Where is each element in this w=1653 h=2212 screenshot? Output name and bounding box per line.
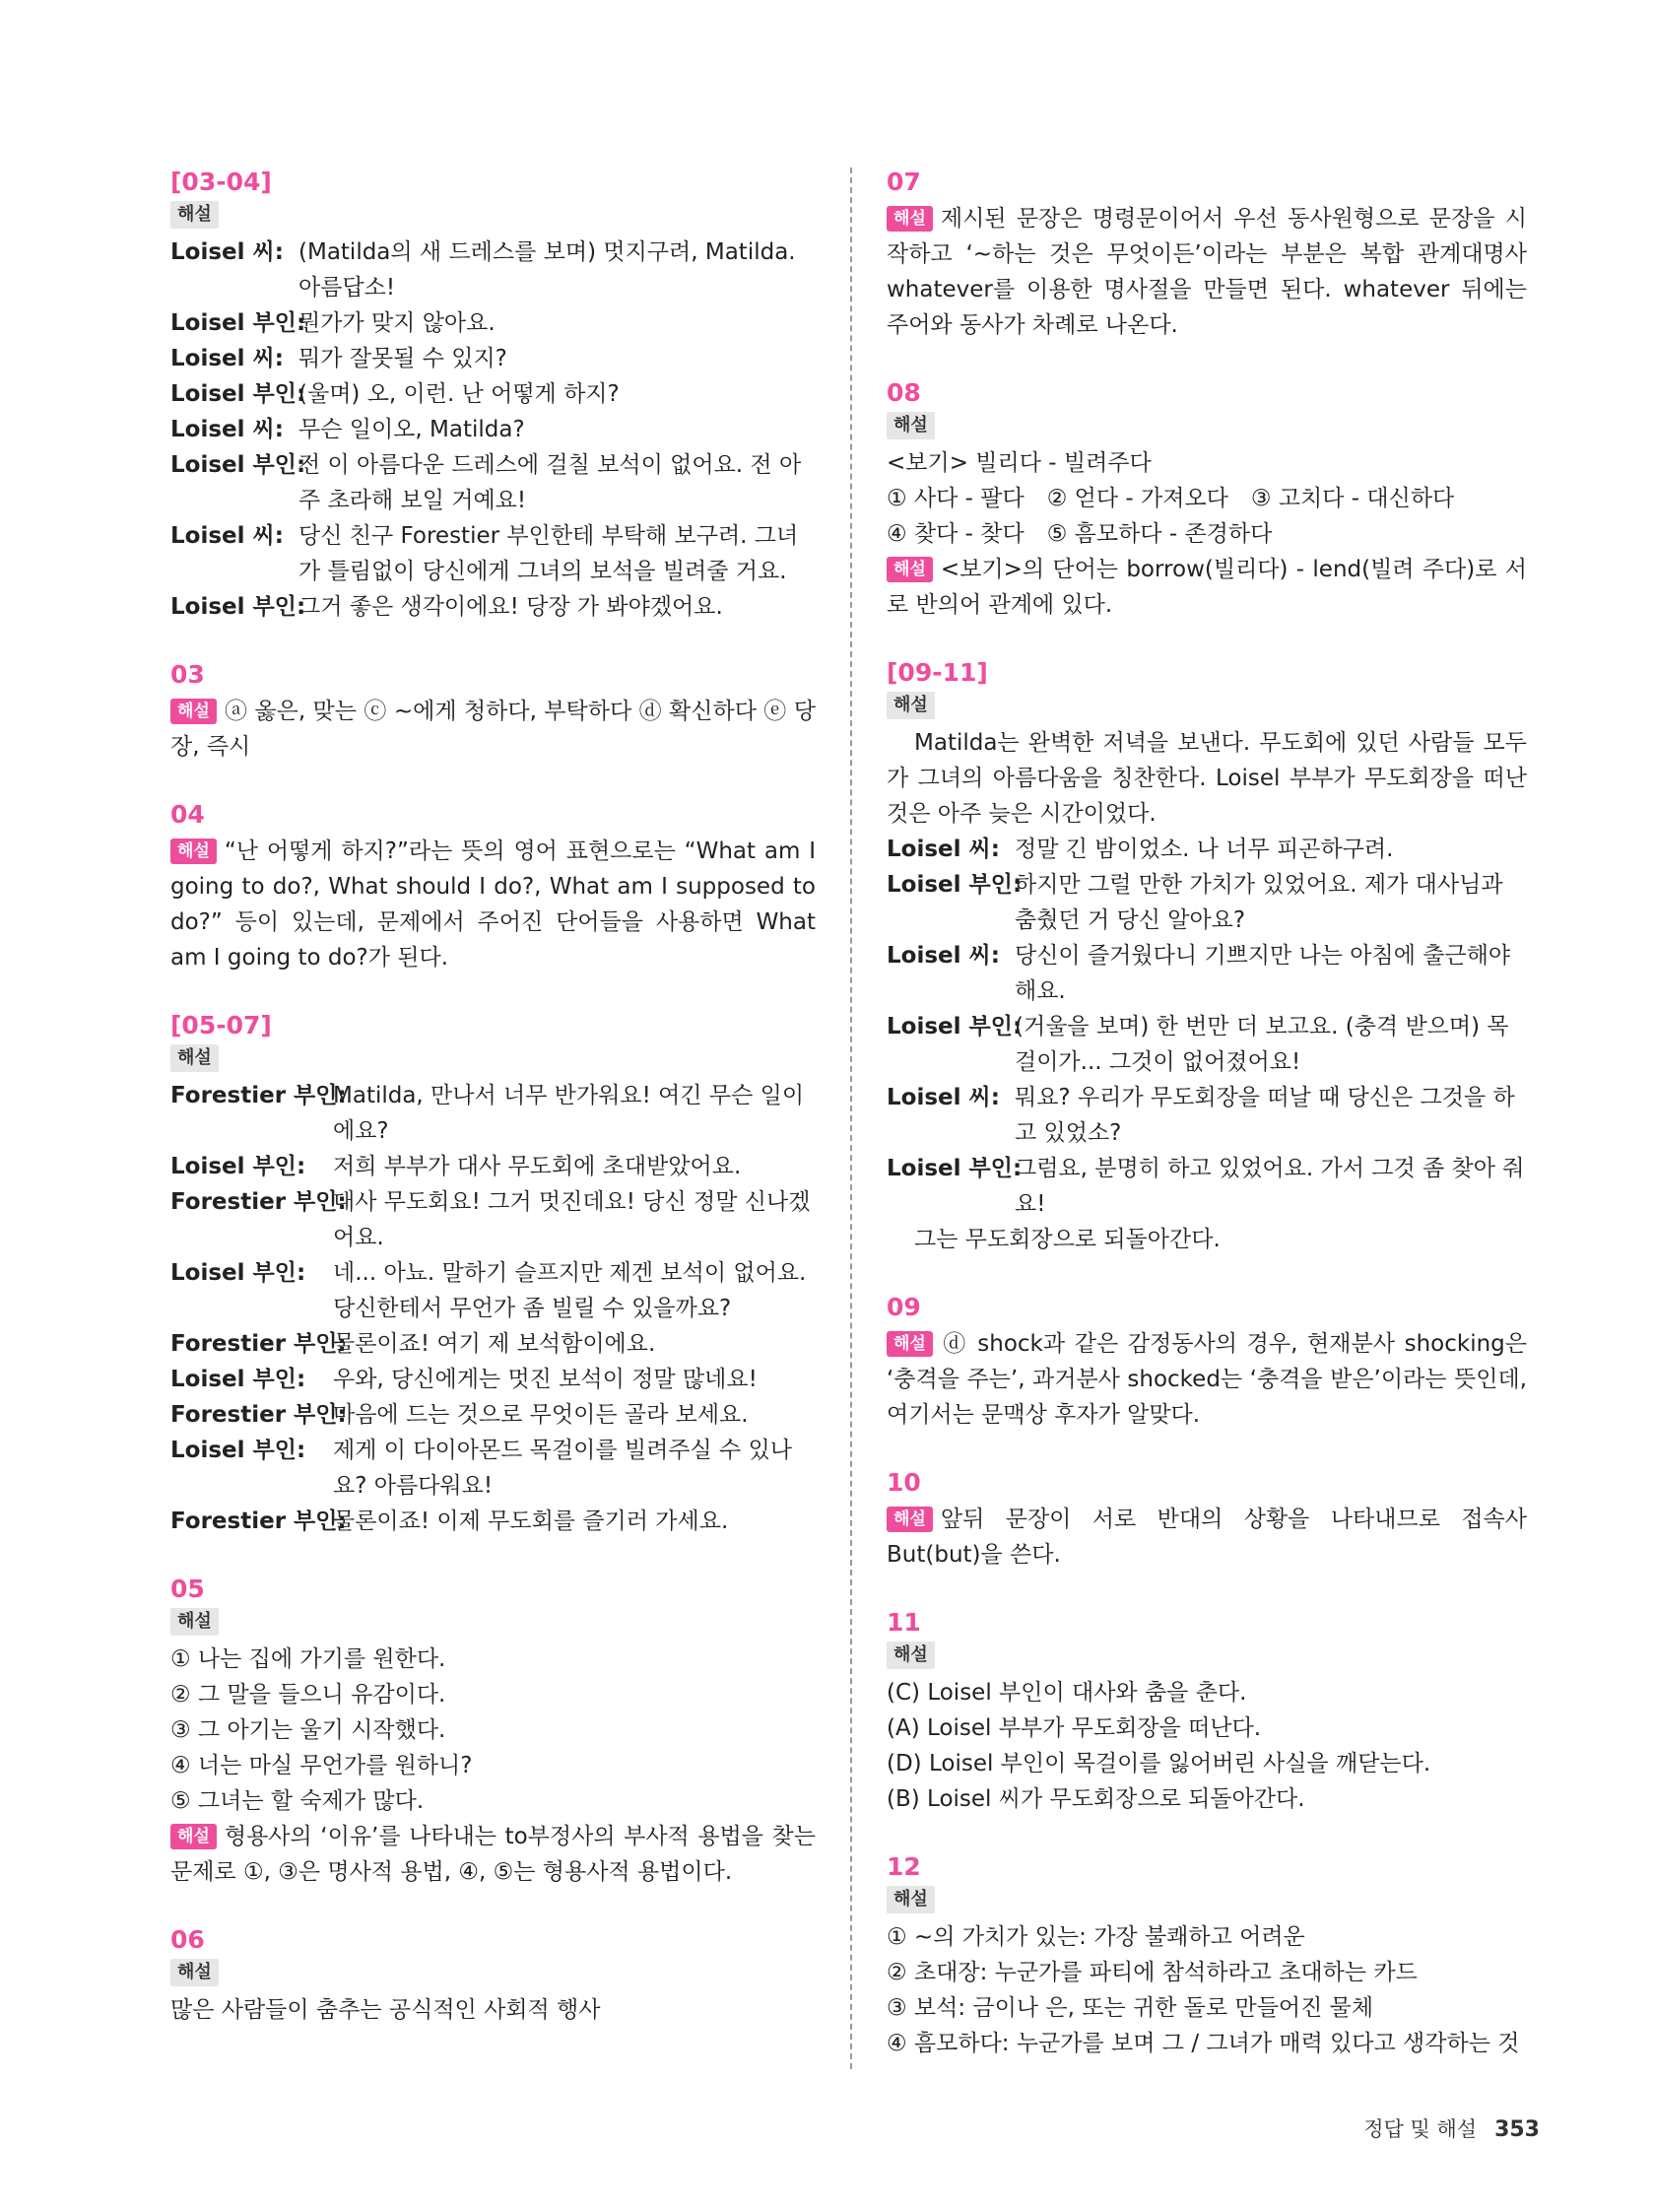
section-number: 09 [887,1293,921,1321]
dialogue-line [887,938,1527,1009]
list-item: (A) Loisel 부부가 무도회장을 떠난다. [887,1715,1262,1741]
utterance: 뭐요? 우리가 무도회장을 떠날 때 당신은 그것을 하고 있었소? [1015,1085,1515,1146]
dialogue-line [170,235,816,305]
section-07 [887,168,1527,343]
utterance: 제게 이 다이아몬드 목걸이를 빌려주실 수 있나요? 아름다워요! [333,1438,793,1499]
section-11 [887,1608,1527,1817]
list-item: ② 그 말을 들으니 유감이다. [170,1682,446,1708]
dialogue [887,832,1527,1222]
section-number: 08 [887,378,921,407]
section-number: 11 [887,1608,921,1637]
dialogue-line [170,1326,816,1362]
speaker: Loisel 부인: [170,310,306,336]
speaker: Forestier 부인: [170,1508,347,1534]
utterance: 물론이죠! 여기 제 보석함이에요. [333,1331,656,1357]
explanation-text: <보기>의 단어는 borrow(빌리다) - lend(빌려 주다)로 서로 반의어 관계에 있다. [887,557,1527,618]
speaker: Forestier 부인: [170,1189,347,1215]
speaker: Loisel 씨: [170,417,284,442]
haeseol-badge: 해설 [887,206,933,232]
section-number: 12 [887,1852,921,1881]
dialogue-line [170,1255,816,1326]
speaker: Loisel 씨: [887,837,1000,862]
dialogue-line [170,1149,816,1184]
speaker: Loisel 씨: [887,1085,1000,1110]
speaker: Forestier 부인: [170,1331,347,1357]
list-item: ③ 그 아기는 울기 시작했다. [170,1717,446,1743]
section-03-04 [170,168,816,625]
section-03 [170,660,816,765]
speaker: Loisel 씨: [170,346,284,371]
list-item: ① 나는 집에 가기를 원한다. [170,1646,446,1672]
list-item: ④ 너는 마실 무언가를 원하니? [170,1753,473,1778]
page-footer [1363,2113,1540,2143]
speaker: Loisel 부인: [887,1014,1023,1039]
dialogue-line [887,832,1527,867]
list-item: (C) Loisel 부인이 대사와 춤을 춘다. [887,1680,1247,1706]
explanation [887,1326,1527,1433]
section-number: [05-07] [170,1011,272,1039]
dialogue-line [170,1184,816,1255]
speaker: Loisel 부인: [170,1367,306,1392]
section-number: 07 [887,168,921,196]
section-number: 03 [170,660,205,689]
haeseol-label: 해설 [887,1886,935,1913]
haeseol-label: 해설 [170,201,219,229]
speaker: Loisel 씨: [887,943,1000,969]
utterance: 우와, 당신에게는 멋진 보석이 정말 많네요! [333,1367,758,1392]
page-number: 353 [1494,2117,1540,2142]
dialogue-line [170,518,816,589]
utterance: (거울을 보며) 한 번만 더 보고요. (충격 받으며) 목걸이가... 그것이 없어졌어요! [1015,1014,1509,1075]
explanation-text: 제시된 문장은 명령문이어서 우선 동사원형으로 문장을 시작하고 ‘~하는 것은 무엇이든’이라는 부분은 복합 관계대명사 whatever를 이용한 명사절을 만들면 된다. whatever 뒤에는 주어와 동사가 차례로 나온다. [887,206,1527,338]
explanation-text: “난 어떻게 하지?”라는 뜻의 영어 표현으로는 “What am I going to do?, What should I do?, What am I supposed to do?” 등이 있는데, 문제에서 주어진 단어들을 사용하면 What am I going to do?가 된다. [170,838,816,971]
utterance: Matilda, 만나서 너무 반가워요! 여긴 무슨 일이에요? [333,1083,805,1144]
explanation-text: ⓐ 옳은, 맞는 ⓒ ~에게 청하다, 부탁하다 ⓓ 확신하다 ⓔ 당장, 즉시 [170,699,816,760]
utterance: 뭐가 잘못될 수 있지? [298,346,507,371]
utterance: 하지만 그럴 만한 가치가 있었어요. 제가 대사님과 춤췄던 거 당신 알아요? [1015,872,1503,933]
haeseol-badge: 해설 [887,557,933,582]
section-05 [170,1575,816,1890]
explanation [170,834,816,975]
speaker: Loisel 씨: [170,523,284,549]
list-item: (B) Loisel 씨가 무도회장으로 되돌아간다. [887,1786,1305,1812]
utterance: (울며) 오, 이런. 난 어떻게 하지? [298,381,620,407]
dialogue-line [887,1080,1527,1151]
haeseol-badge: 해설 [887,1507,933,1532]
right-column [887,168,1527,2097]
dialogue-line [170,1504,816,1539]
speaker: Loisel 부인: [170,1260,306,1286]
speaker: Loisel 부인: [170,594,306,620]
explanation [170,1819,816,1890]
haeseol-label: 해설 [170,1608,219,1636]
narration: 그는 무도회장으로 되돌아간다. [914,1227,1221,1252]
section-number: [03-04] [170,168,272,196]
order-list [887,1675,1527,1817]
explanation [887,552,1527,623]
haeseol-badge: 해설 [170,838,217,864]
speaker: Loisel 부인: [170,1154,306,1179]
word-pairs [887,445,1527,552]
speaker: Forestier 부인: [170,1083,347,1108]
dialogue-line [170,447,816,518]
utterance: 당신 친구 Forestier 부인한테 부탁해 보구려. 그녀가 틀림없이 당신에게 그녀의 보석을 빌려줄 거요. [298,523,799,584]
dialogue-line [170,1362,816,1397]
utterance: 네... 아뇨. 말하기 슬프지만 제겐 보석이 없어요. 당신한테서 무언가 좀 빌릴 수 있을까요? [333,1260,807,1321]
dialogue-line [170,341,816,376]
dialogue-line [170,305,816,341]
utterance: (Matilda의 새 드레스를 보며) 멋지구려, Matilda. 아름답소! [298,239,796,301]
explanation-text: 형용사의 ‘이유’를 나타내는 to부정사의 부사적 용법을 찾는 문제로 ①, ③은 명사적 용법, ④, ⑤는 형용사적 용법이다. [170,1824,816,1885]
dialogue-line [170,1433,816,1504]
speaker: Loisel 부인: [170,381,306,407]
list-item: ⑤ 그녀는 할 숙제가 많다. [170,1788,425,1814]
list-item: <보기> 빌리다 - 빌려주다 [887,450,1152,476]
dialogue-line [887,1151,1527,1222]
list-item: (D) Loisel 부인이 목걸이를 잃어버린 사실을 깨닫는다. [887,1751,1431,1776]
section-09 [887,1293,1527,1433]
explanation-text: ⓓ shock과 같은 감정동사의 경우, 현재분사 shocking은 ‘충격을 주는’, 과거분사 shocked는 ‘충격을 받은’이라는 뜻인데, 여기서는 문맥상 후자가 알맞다. [887,1331,1527,1428]
list-item: ④ 찾다 - 찾다 ⑤ 흠모하다 - 존경하다 [887,521,1273,547]
explanation [887,201,1527,343]
speaker: Loisel 부인: [887,1156,1023,1181]
utterance: 그럼요, 분명히 하고 있었어요. 가서 그것 좀 찾아 줘요! [1015,1156,1525,1217]
haeseol-label: 해설 [887,1642,935,1669]
section-12 [887,1852,1527,2061]
haeseol-label: 해설 [887,692,935,719]
speaker: Loisel 부인: [887,872,1023,898]
section-number: 06 [170,1925,205,1954]
list-item: ① 사다 - 팔다 ② 얻다 - 가져오다 ③ 고치다 - 대신하다 [887,486,1455,511]
section-number: 04 [170,800,205,829]
utterance: 마음에 드는 것으로 무엇이든 골라 보세요. [333,1402,749,1428]
sentence-list [170,1642,816,1819]
explanation [887,1502,1527,1573]
explanation [170,694,816,765]
explanation-text: 많은 사람들이 춤추는 공식적인 사회적 행사 [170,1997,601,2023]
dialogue-line [170,589,816,625]
dialogue-line [170,1397,816,1433]
list-item: ② 초대장: 누군가를 파티에 참석하라고 초대하는 카드 [887,1960,1418,1985]
section-number: 10 [887,1468,921,1497]
section-number: 05 [170,1575,205,1603]
section-number: [09-11] [887,658,988,687]
haeseol-label: 해설 [170,1959,219,1986]
footer-text: 정답 및 해설 [1363,2117,1478,2141]
utterance: 전 이 아름다운 드레스에 걸칠 보석이 없어요. 전 아주 초라해 보일 거예요! [298,452,802,513]
explanation-text: 앞뒤 문장이 서로 반대의 상황을 나타내므로 접속사 But(but)을 쓴다. [887,1507,1527,1568]
definition-list [887,1919,1527,2061]
utterance: 그거 좋은 생각이에요! 당장 가 봐야겠어요. [298,594,723,620]
list-item: ④ 흠모하다: 누군가를 보며 그 / 그녀가 매력 있다고 생각하는 것 [887,2031,1520,2056]
dialogue-line [170,376,816,412]
dialogue-line [170,1078,816,1149]
haeseol-label: 해설 [887,412,935,439]
speaker: Loisel 부인: [170,1438,306,1463]
left-column [170,168,816,2063]
dialogue-line [887,1009,1527,1080]
utterance: 뭔가가 맞지 않아요. [298,310,496,336]
list-item: ③ 보석: 금이나 은, 또는 귀한 돌로 만들어진 물체 [887,1995,1374,2021]
dialogue-line [887,867,1527,938]
utterance: 물론이죠! 이제 무도회를 즐기러 가세요. [333,1508,729,1534]
dialogue [170,1078,816,1539]
narration: Matilda는 완벽한 저녁을 보낸다. 무도회에 있던 사람들 모두가 그녀의 아름다움을 칭찬한다. Loisel 부부가 무도회장을 떠난 것은 아주 늦은 시간이었다. [887,730,1527,827]
section-10 [887,1468,1527,1573]
section-06 [170,1925,816,2028]
dialogue [170,235,816,625]
utterance: 무슨 일이오, Matilda? [298,417,525,442]
list-item: ① ~의 가치가 있는: 가장 불쾌하고 어려운 [887,1924,1305,1950]
speaker: Loisel 씨: [170,239,284,265]
utterance: 정말 긴 밤이었소. 나 너무 피곤하구려. [1015,837,1394,862]
haeseol-badge: 해설 [170,1824,217,1849]
section-08 [887,378,1527,623]
haeseol-label: 해설 [170,1044,219,1072]
section-05-07 [170,1011,816,1539]
haeseol-badge: 해설 [170,699,217,724]
speaker: Loisel 부인: [170,452,306,478]
dialogue-line [170,412,816,447]
speaker: Forestier 부인: [170,1402,347,1428]
haeseol-badge: 해설 [887,1331,933,1357]
utterance: 저희 부부가 대사 무도회에 초대받았어요. [333,1154,742,1179]
utterance: 당신이 즐거웠다니 기쁘지만 나는 아침에 출근해야 해요. [1015,943,1511,1004]
column-divider [850,168,852,2069]
utterance: 대사 무도회요! 그거 멋진데요! 당신 정말 신나겠어요. [333,1189,811,1250]
section-09-11 [887,658,1527,1257]
section-04 [170,800,816,975]
